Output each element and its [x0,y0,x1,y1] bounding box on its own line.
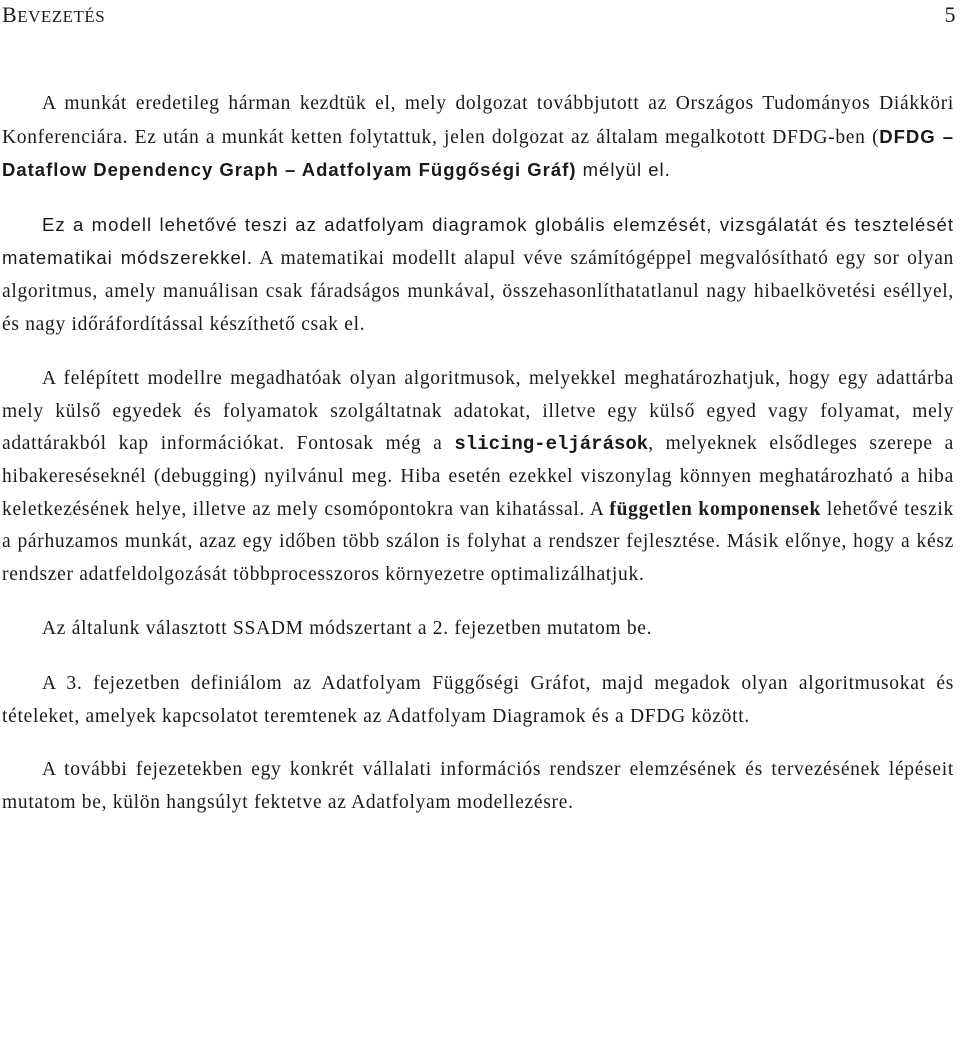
paragraph-model [2,209,954,341]
paragraph-algorithms-text-2: , melyeknek elsődleges szerepe a hibakereséseknél (debugging) nyilvánul meg. Hiba esetén ezekkel viszonylag könnyen meghatározható a hiba keletkezésének helye, illetve az mely csomópontokra van kihatással. A [2,433,954,520]
paragraph-chapter-3: A 3. fejezetben definiálom az Adatfolyam Függőségi Gráfot, majd megadok olyan algoritmusokat és tételeket, amelyek kapcsolatot teremtenek az Adatfolyam Diagramok és a DFDG között. [2,672,954,727]
page-body [2,88,954,819]
paragraph-algorithms [2,363,954,591]
paragraph-intro-tail: mélyül el. [576,159,671,181]
independent-components-bold: független komponensek [609,498,821,520]
chapter-title-rest: EVEZETÉS [17,7,106,26]
paragraph-algorithms-text-3: lehetővé teszik a párhuzamos munkát, azaz egy időben több szálon is folyhat a rendszer fejlesztése. Másik előnye, hogy a kész rendszer adatfeldolgozását többprocesszoros környezetre optimalizálhatjuk. [2,498,954,585]
paragraph-chapter-2: Az általunk választott SSADM módszertant a 2. fejezetben mutatom be. [42,618,653,640]
paragraph-intro-text: A munkát eredetileg hárman kezdtük el, mely dolgozat továbbjutott az Országos Tudományos Diákköri Konferenciára. Ez után a munkát ketten folytattuk, jelen dolgozat az általam megalkotott DFDG-ben ( [2,93,954,148]
paragraph-model-text: A matematikai modellt alapul véve számítógéppel megvalósítható egy sor olyan algoritmus, amely manuálisan csak fáradságos munkával, összehasonlíthatatlanul nagy hibaelkövetési eséllyel, és nagy időráfordítással készíthető csak el. [2,248,954,335]
paragraph-algorithms-text-1: A felépített modellre megadhatóak olyan algoritmusok, melyekkel meghatározhatjuk, hogy egy adattárba mely külső egyedek és folyamatok szolgáltatnak adatokat, illetve egy külső egyed vagy folyamat, mely adattárakból kap információkat. Fontosak még a [2,368,954,455]
paragraph-intro [2,88,954,188]
chapter-title-initial: B [2,2,18,27]
page-number: 5 [944,2,956,27]
dfdg-definition-bold: DFDG – Dataflow Dependency Graph – Adatfolyam Függőségi Gráf) [2,125,954,181]
paragraph-further-chapters: A további fejezetekben egy konkrét vállalati információs rendszer elemzésének és tervezésének lépéseit mutatom be, külön hangsúlyt fektetve az Adatfolyam modellezésre. [2,759,954,813]
running-header [2,2,956,28]
chapter-title [2,2,105,28]
paragraph-model-lead: Ez a modell lehetővé teszi az adatfolyam diagramok globális elemzését, vizsgálatát és tesztelését matematikai módszerekkel. [2,213,954,269]
slicing-term-bold: slicing-eljárások [454,433,649,456]
